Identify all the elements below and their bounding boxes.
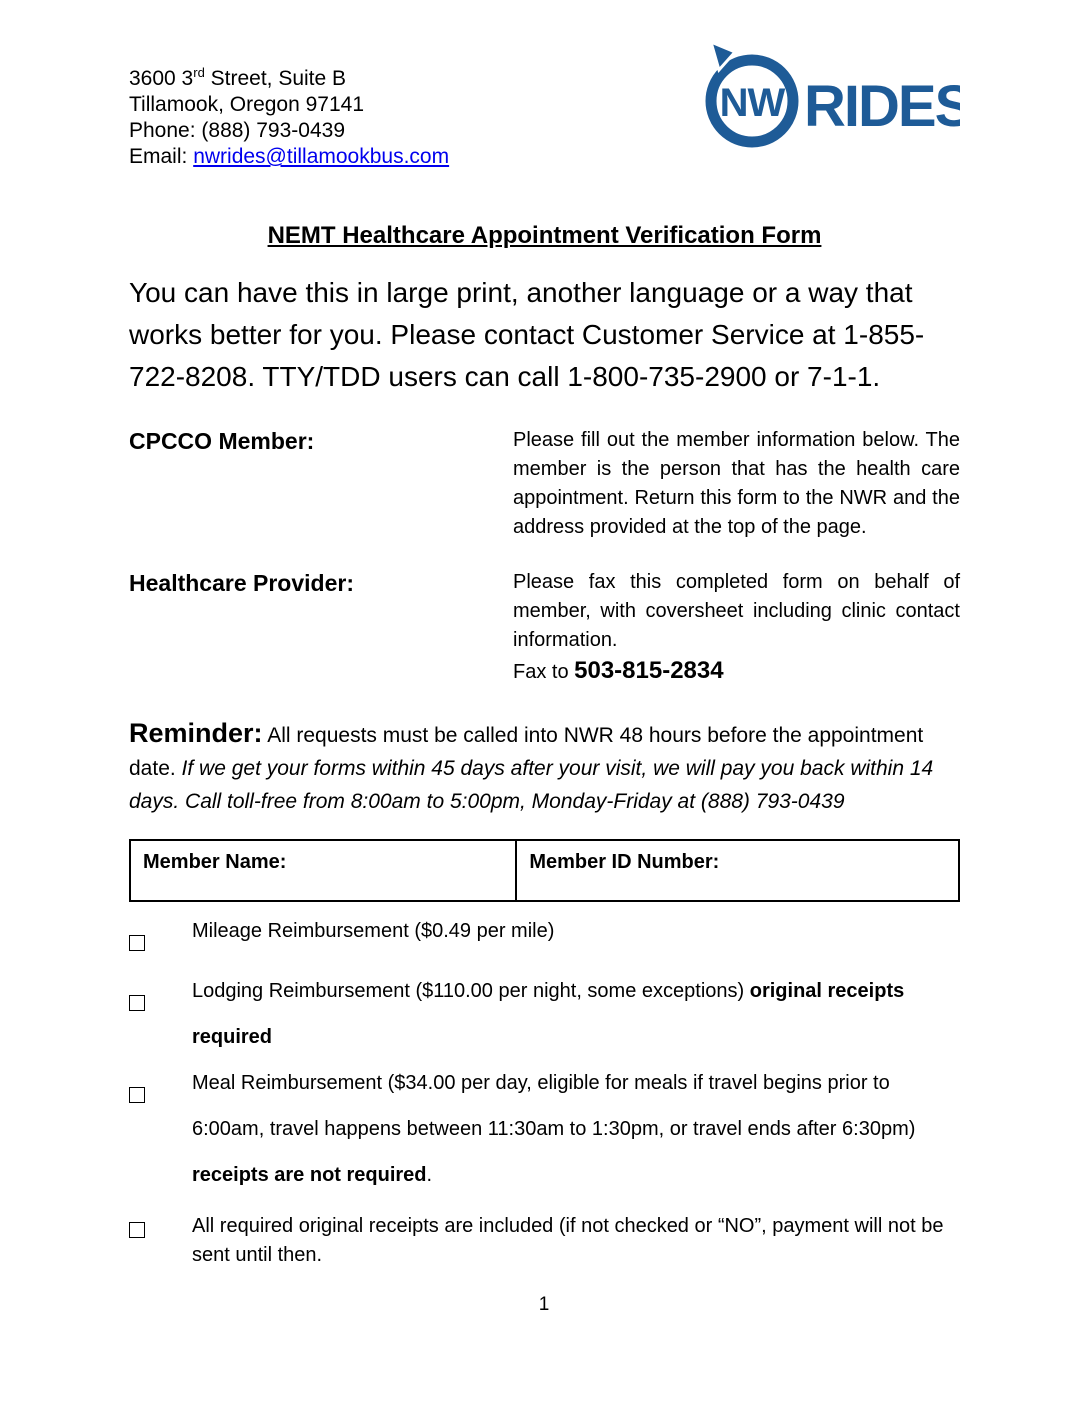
reminder-label: Reminder: [129, 718, 263, 748]
lodging-label [192, 968, 960, 1060]
page-number: 1 [538, 1294, 550, 1315]
email-label: Email: [129, 145, 194, 168]
address-line-2: Tillamook, Oregon 97141 [129, 93, 365, 116]
receipts-label [192, 1212, 960, 1270]
checklist-item-mileage [129, 908, 960, 968]
meal-text: Meal Reimbursement ($34.00 per day, eligible for meals if travel begins prior to 6:00am, travel happens between 11:30am to 1:30pm, or travel ends after 6:30pm) [192, 1072, 916, 1140]
mileage-text: Mileage Reimbursement ($0.49 per mile) [192, 920, 555, 942]
member-name-cell[interactable]: Member Name: [130, 840, 516, 901]
meal-checkbox[interactable] [129, 1087, 145, 1103]
nw-rides-logo-icon [698, 38, 960, 150]
header [129, 40, 960, 170]
member-info-table [129, 839, 960, 902]
cpcco-member-body-wrap [513, 426, 960, 542]
address-street-number: 3600 3 [129, 67, 194, 90]
fax-number: 503-815-2834 [574, 657, 724, 684]
checklist-item-meal [129, 1060, 960, 1198]
nw-rides-logo [698, 38, 960, 155]
checklist-item-receipts [129, 1212, 960, 1270]
logo-nw-text: NW [719, 81, 785, 125]
section-cpcco-member [129, 426, 960, 542]
member-id-cell[interactable]: Member ID Number: [516, 840, 959, 901]
reminder-text-italic: If we get your forms within 45 days after your visit, we will pay you back within 14 days. Call toll-free from 8:00am to 5:00pm, Monday-Friday at (888) 793-0439 [129, 757, 934, 813]
cpcco-member-instructions: Please fill out the member information below. The member is the person that has the health care appointment. Return this form to the NWR and the address provided at the top of the page. [513, 429, 960, 538]
fax-label: Fax to [513, 661, 575, 683]
reimbursement-checklist [129, 908, 960, 1270]
address-ordinal-suffix: rd [193, 65, 205, 80]
mileage-checkbox[interactable] [129, 935, 145, 951]
accessibility-notice: You can have this in large print, another language or a way that works better for you. Please contact Customer Service at 1-855-722-8208. TTY/TDD users can call 1-800-735-2900 or 7-1-1. [129, 277, 925, 392]
lodging-text-bold: original receipts required [192, 980, 905, 1048]
receipts-checkbox[interactable] [129, 1222, 145, 1238]
address-line-3: Phone: (888) 793-0439 [129, 119, 345, 142]
lodging-text: Lodging Reimbursement ($110.00 per night, some exceptions) [192, 980, 750, 1002]
member-info-row [130, 840, 959, 901]
healthcare-provider-label: Healthcare Provider: [129, 570, 354, 596]
meal-text-bold: receipts are not required [192, 1164, 427, 1186]
section-healthcare-provider [129, 568, 960, 685]
fax-line [513, 657, 960, 685]
receipts-text: All required original receipts are included (if not checked or “NO”, payment will not be sent until then. [192, 1215, 944, 1266]
address-line-1 [129, 60, 449, 92]
email-link[interactable]: nwrides@tillamookbus.com [193, 145, 450, 168]
reminder-text-regular: All requests must be called into NWR 48 hours before the appointment date. [129, 724, 924, 780]
healthcare-provider-body-wrap [513, 568, 960, 685]
checkbox-col [129, 1212, 192, 1270]
cpcco-member-label: CPCCO Member: [129, 428, 315, 454]
address-line-4 [129, 144, 449, 170]
lodging-checkbox[interactable] [129, 995, 145, 1011]
checkbox-col [129, 908, 192, 968]
checklist-item-lodging [129, 968, 960, 1060]
healthcare-provider-instructions: Please fax this completed form on behalf of member, with coversheet including clinic contact information. [513, 571, 960, 651]
mileage-label [192, 908, 960, 968]
page-title: NEMT Healthcare Appointment Verification Form [267, 222, 822, 249]
reminder-paragraph [129, 717, 960, 818]
address-block [129, 60, 449, 170]
logo-rides-text: RIDES [804, 74, 960, 139]
checkbox-col [129, 968, 192, 1060]
address-street-rest: Street, Suite B [204, 67, 347, 90]
checkbox-col [129, 1060, 192, 1198]
meal-text-post: . [426, 1164, 433, 1186]
meal-label [192, 1060, 960, 1198]
title-wrap [129, 222, 960, 250]
